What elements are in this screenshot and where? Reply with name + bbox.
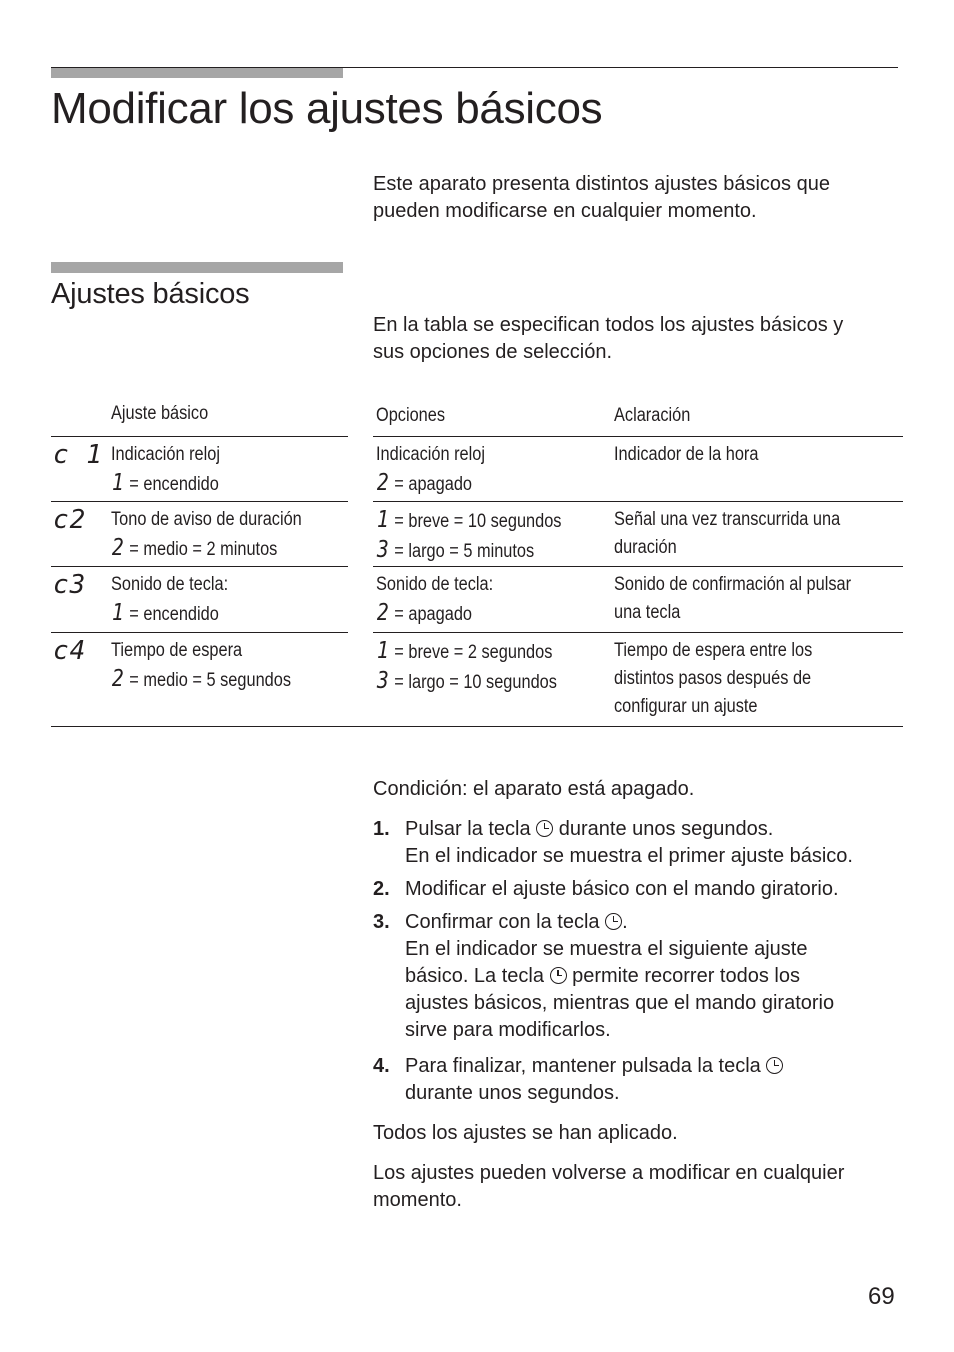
cell-line: duración: [614, 537, 677, 558]
table-line: [51, 436, 348, 437]
section-heading: Ajustes básicos: [51, 278, 250, 310]
step-number: 1.: [373, 818, 390, 840]
display-digit: 1: [376, 638, 389, 664]
condition-text: Condición: el aparato está apagado.: [373, 778, 695, 800]
clock-key-icon: [550, 967, 567, 984]
table-header-options: Opciones: [376, 405, 446, 426]
cell-line: 2 = medio = 5 segundos: [111, 666, 292, 692]
table-cell-explanation: [614, 571, 851, 627]
closing-paragraph: [373, 1160, 844, 1214]
step-line: Confirmar con la tecla .: [405, 911, 628, 933]
table-cell-setting: [111, 506, 302, 564]
display-digit: 1: [111, 470, 124, 496]
setting-code: c2: [53, 505, 87, 535]
display-digit: 2: [376, 470, 389, 496]
display-digit: 2: [376, 600, 389, 626]
step-line: En el indicador se muestra el siguiente ajuste: [405, 938, 808, 960]
step-line: Para finalizar, mantener pulsada la tecla: [405, 1053, 913, 1080]
section-line: En la tabla se especifican todos los ajustes básicos y: [373, 314, 844, 336]
cell-line: 3 = largo = 10 segundos: [376, 668, 557, 694]
setting-code: c4: [53, 636, 87, 666]
cell-line: Sonido de tecla:: [376, 574, 494, 595]
table-cell-explanation: [614, 637, 812, 721]
intro-line: Este aparato presenta distintos ajustes básicos que: [373, 173, 830, 195]
table-line: [373, 632, 903, 633]
page-number: 69: [868, 1283, 895, 1310]
table-cell-setting: [111, 637, 291, 695]
cell-line: 3 = largo = 5 minutos: [376, 537, 535, 563]
cell-line: Sonido de confirmación al pulsar: [614, 574, 852, 595]
cell-line: Indicador de la hora: [614, 444, 759, 465]
table-line: [51, 726, 903, 727]
display-digit: 2: [111, 535, 124, 561]
page-title: Modificar los ajustes básicos: [51, 84, 603, 133]
step-line: Pulsar la tecla durante unos segundos.: [405, 818, 774, 840]
step-line: Modificar el ajuste básico con el mando giratorio.: [405, 878, 839, 900]
table-line: [51, 566, 348, 567]
table-cell-setting: [111, 571, 228, 629]
clock-key-icon: [536, 820, 553, 837]
step-line: durante unos segundos.: [405, 1082, 620, 1104]
cell-line: 1 = encendido: [111, 470, 219, 496]
cell-line: Señal una vez transcurrida una: [614, 509, 841, 530]
table-line: [373, 436, 903, 437]
table-cell-options: [376, 506, 561, 566]
display-digit: 3: [376, 537, 389, 563]
cell-line: Tiempo de espera: [111, 640, 243, 661]
intro-paragraph: [373, 171, 830, 225]
table-cell-explanation: [614, 506, 840, 562]
header-rule: [51, 67, 898, 68]
display-digit: 3: [376, 668, 389, 694]
cell-line: 1 = encendido: [111, 600, 219, 626]
cell-line: Indicación reloj: [376, 444, 486, 465]
cell-line: 1 = breve = 2 segundos: [376, 638, 553, 664]
step-number: 4.: [373, 1055, 390, 1077]
header-bar-accent: [51, 67, 343, 78]
step-4: [373, 1053, 913, 1107]
cell-line: 2 = apagado: [376, 600, 472, 626]
step-3: [373, 909, 913, 1044]
cell-line: una tecla: [614, 602, 681, 623]
table-line: [51, 501, 348, 502]
step-number: 3.: [373, 911, 390, 933]
cell-line: 2 = medio = 2 minutos: [111, 535, 278, 561]
cell-line: Sonido de tecla:: [111, 574, 229, 595]
step-2: [373, 876, 913, 903]
cell-line: configurar un ajuste: [614, 696, 758, 717]
section-line: sus opciones de selección.: [373, 341, 613, 363]
display-digit: 1: [376, 507, 389, 533]
cell-line: 2 = apagado: [376, 470, 472, 496]
table-cell-options: [376, 441, 485, 499]
setting-code: c3: [53, 570, 87, 600]
table-line: [373, 501, 903, 502]
section-paragraph: [373, 312, 843, 366]
closing-line: Los ajustes pueden volverse a modificar en cualquier: [373, 1162, 845, 1184]
section-bar-accent: [51, 262, 343, 273]
step-number: 2.: [373, 878, 390, 900]
cell-line: Tiempo de espera entre los: [614, 640, 813, 661]
table-cell-setting: [111, 441, 220, 499]
table-line: [51, 632, 348, 633]
table-header-explanation: Aclaración: [614, 405, 691, 426]
clock-key-icon: [605, 913, 622, 930]
step-line: En el indicador se muestra el primer ajuste básico.: [405, 845, 853, 867]
table-cell-options: [376, 571, 493, 629]
display-digit: 2: [111, 666, 124, 692]
closing-line: momento.: [373, 1189, 462, 1211]
step-line: sirve para modificarlos.: [405, 1019, 611, 1041]
display-digit: 1: [111, 600, 124, 626]
setting-code: c 1: [53, 440, 103, 470]
table-cell-options: [376, 637, 557, 697]
intro-line: pueden modificarse en cualquier momento.: [373, 200, 757, 222]
cell-line: 1 = breve = 10 segundos: [376, 507, 562, 533]
result-text: Todos los ajustes se han aplicado.: [373, 1122, 678, 1144]
step-line: básico. La tecla permite recorrer todos los: [405, 965, 800, 987]
table-cell-explanation: [614, 441, 758, 469]
cell-line: Tono de aviso de duración: [111, 509, 302, 530]
table-line: [373, 566, 903, 567]
clock-key-icon: [766, 1057, 783, 1074]
step-1: [373, 816, 913, 870]
step-line: ajustes básicos, mientras que el mando giratorio: [405, 992, 835, 1014]
cell-line: Indicación reloj: [111, 444, 221, 465]
table-header-setting: Ajuste básico: [111, 403, 209, 424]
cell-line: distintos pasos después de: [614, 668, 812, 689]
